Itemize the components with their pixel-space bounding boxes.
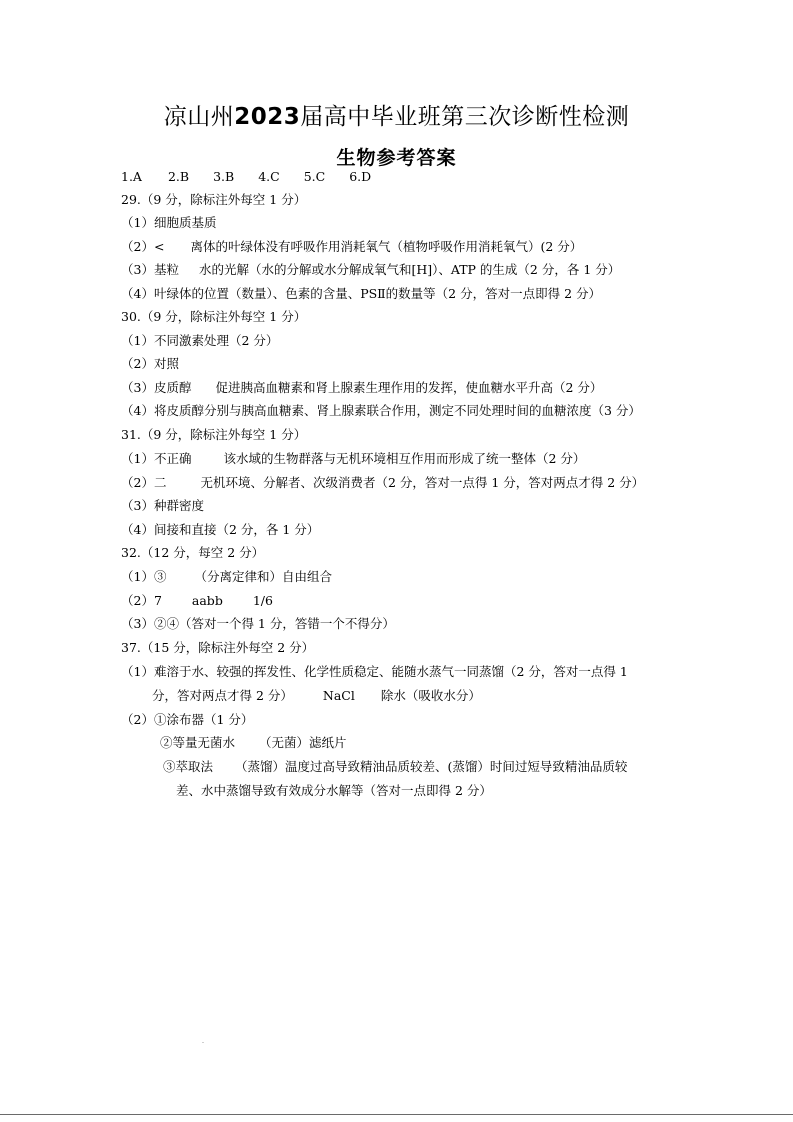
q31-answer-2-text: 无机环境、分解者、次级消费者（2 分，答对一点得 1 分，答对两点才得 2 分） [200,475,645,490]
q29-header: 29.（9 分，除标注外每空 1 分） [121,192,307,207]
mc-answer-1: 1.A [121,169,142,184]
q29-answer-2-label: （2）< [121,239,165,254]
q37-answer-2-line-2 [160,734,347,752]
title-suffix: 届高中毕业班第三次诊断性检测 [300,104,630,130]
q32-answer-1-text: （分离定律和）自由组合 [194,569,332,584]
q29-answer-2 [121,238,582,256]
mc-answer-3: 3.B [213,169,235,184]
page-bottom-rule [0,1114,793,1115]
q32-answer-3: （3）②④（答对一个得 1 分，答错一个不得分） [121,616,395,631]
q29-answer-4: （4）叶绿体的位置（数量）、色素的含量、PSⅡ的数量等（2 分，答对一点即得 2 分） [121,286,602,301]
q30-header: 30.（9 分，除标注外每空 1 分） [121,309,307,324]
mc-answers-row [121,168,371,186]
q31-answer-2-label: （2）二 [121,475,167,490]
q37-answer-2-line-1: （2）①涂布器（1 分） [121,712,254,727]
q31-header: 31.（9 分，除标注外每空 1 分） [121,427,307,442]
q37-answer-2-part-3b: （蒸馏）温度过高导致精油品质较差、(蒸馏）时间过短导致精油品质较 [235,759,628,774]
q31-answer-1-text: 该水域的生物群落与无机环境相互作用而形成了统一整体（2 分） [223,451,586,466]
title-year: 2023 [234,104,301,130]
q32-answer-1-label: （1）③ [121,569,167,584]
q29-answer-1: （1）细胞质基质 [121,215,217,230]
q37-answer-2-line-3 [163,758,627,776]
q37-answer-1-salt: NaCl [322,688,355,703]
q30-answer-3 [121,379,602,397]
q31-answer-4: （4）间接和直接（2 分，各 1 分） [121,522,320,537]
q29-answer-3-text: 水的光解（水的分解或水分解成氧气和[H]）、ATP 的生成（2 分，各 1 分） [198,262,621,277]
mc-answer-4: 4.C [258,169,280,184]
q37-answer-1-note: 分，答对两点才得 2 分） [152,688,293,703]
document-title [0,98,793,131]
q32-answer-1 [121,568,332,586]
q37-answer-2-part-2b: （无菌）滤纸片 [259,735,347,750]
q32-header: 32.（12 分，每空 2 分） [121,545,265,560]
document-subtitle: 生物参考答案 [336,147,457,169]
q37-answer-2-part-2a: ②等量无菌水 [160,735,236,750]
q30-answer-3-text: 促进胰高血糖素和肾上腺素生理作用的发挥，使血糖水平升高（2 分） [215,380,603,395]
q30-answer-4: （4）将皮质醇分别与胰高血糖素、肾上腺素联合作用，测定不同处理时间的血糖浓度（3 分） [121,403,641,418]
q30-answer-3-label: （3）皮质醇 [121,380,192,395]
q37-answer-1-line-1: （1）难溶于水、较强的挥发性、化学性质稳定、能随水蒸气一同蒸馏（2 分，答对一点得 1 [121,664,628,679]
q29-answer-3-label: （3）基粒 [121,262,179,277]
q31-answer-2 [121,474,644,492]
q31-answer-3: （3）种群密度 [121,498,204,513]
mc-answer-2: 2.B [167,169,190,184]
q37-answer-1-line-2 [152,687,481,705]
scan-speck [202,1042,204,1043]
q32-answer-2 [121,592,273,610]
q31-answer-1-label: （1）不正确 [121,451,192,466]
q30-answer-2: （2）对照 [121,356,179,371]
q32-answer-2-genotype: aabb [191,593,223,608]
mc-answer-6: 6.D [349,169,372,184]
q29-answer-3 [121,261,620,279]
mc-answer-5: 5.C [303,169,326,184]
q30-answer-1: （1）不同激素处理（2 分） [121,333,279,348]
q37-answer-2-line-4: 差、水中蒸馏导致有效成分水解等（答对一点即得 2 分） [176,783,492,798]
q37-header: 37.（15 分，除标注外每空 2 分） [121,640,315,655]
q32-answer-2-label: （2）7 [121,593,162,608]
title-prefix: 凉山州 [163,104,235,130]
q37-answer-1-purpose: 除水（吸收水分） [380,688,481,703]
q37-answer-2-part-3a: ③萃取法 [163,759,214,774]
q31-answer-1 [121,450,585,468]
q29-answer-2-text: 离体的叶绿体没有呼吸作用消耗氧气（植物呼吸作用消耗氧气）(2 分） [190,239,583,254]
q32-answer-2-ratio: 1/6 [252,593,273,608]
